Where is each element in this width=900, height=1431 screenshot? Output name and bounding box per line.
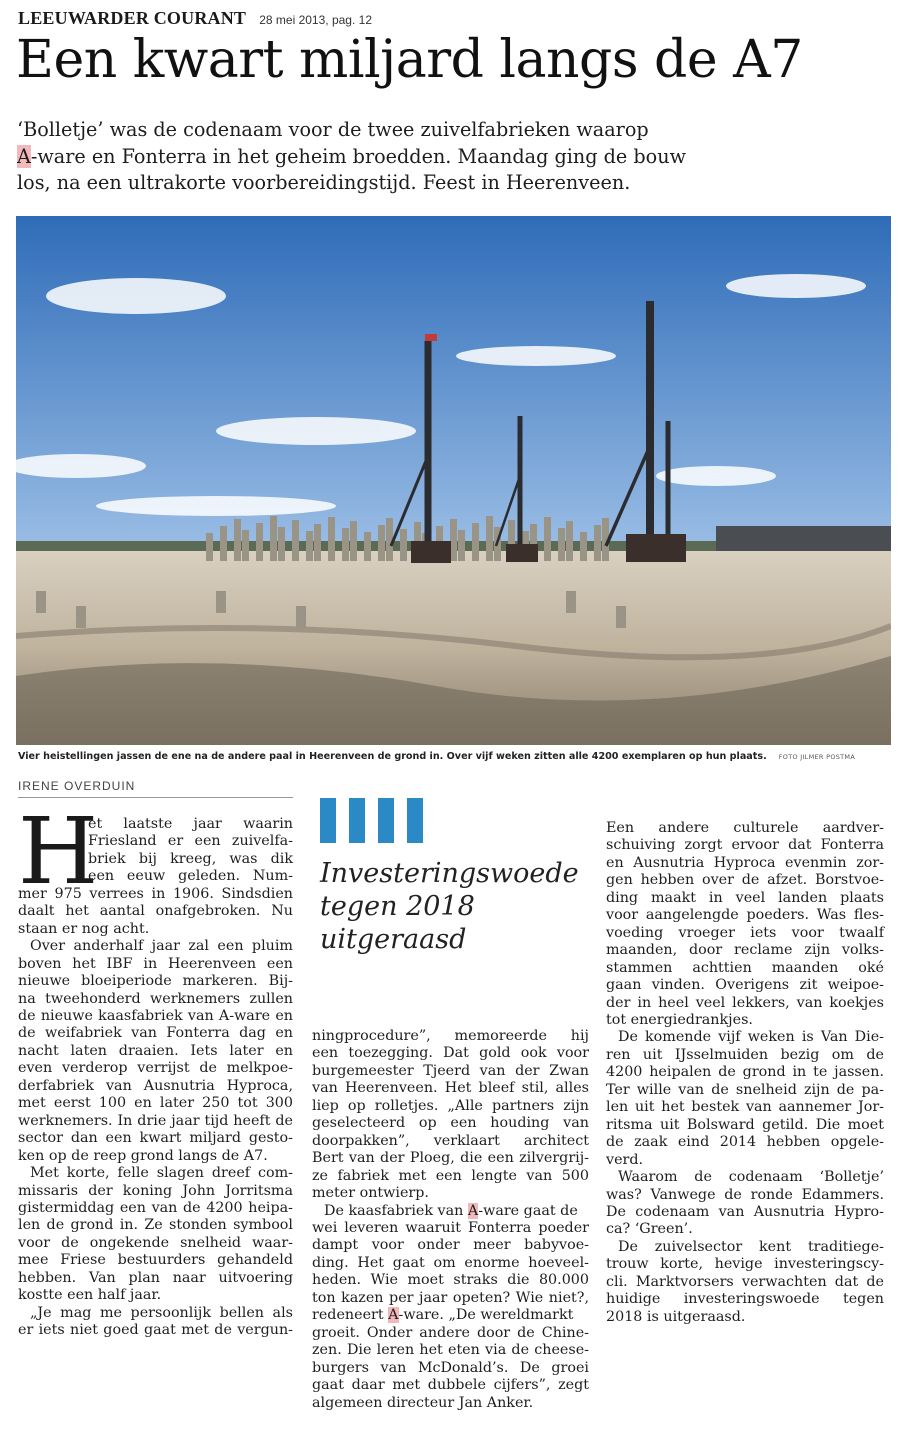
pile-post xyxy=(594,525,601,561)
text-line: Over anderhalf jaar zal een pluim xyxy=(30,938,293,955)
pullquote xyxy=(320,857,590,956)
text-line: De codenaam van Ausnutria Hypro- xyxy=(606,1203,884,1220)
text-line: voor aangelengde poeders. Was fles- xyxy=(606,907,884,924)
pile-post xyxy=(306,531,313,561)
text-line: Ter wille van de snelheid zijn de pa- xyxy=(606,1081,884,1098)
headline: Een kwart miljard langs de A7 xyxy=(16,30,803,90)
text-line: voor de ongekende snelheid waar- xyxy=(18,1234,293,1251)
pile-post xyxy=(292,520,299,561)
text-line: gaan vinden. Overigens zit weipoe- xyxy=(606,977,884,994)
article-column-1 xyxy=(18,816,293,1340)
photo-caption xyxy=(18,751,890,762)
pile-post xyxy=(450,519,457,561)
text-line: ze fabriek met een lengte van 500 xyxy=(312,1167,589,1184)
text-line: hebben. Van plan naar uitvoering xyxy=(18,1269,293,1286)
text-line: Een andere culturele aardver- xyxy=(606,820,884,836)
pullquote-line: tegen 2018 xyxy=(320,891,475,922)
text-line: Friesland er een zuivelfa- xyxy=(88,833,293,850)
text-line: cli. Marktvorsers verwachten dat de xyxy=(606,1273,884,1290)
lead-line xyxy=(17,144,897,171)
lead-line: los, na een ultrakorte voorbereidingstijd. Feest in Heerenveen. xyxy=(17,171,631,194)
text-line: ken op de reep grond langs de A7. xyxy=(18,1147,268,1164)
text-line: sector dan een kwart miljard gesto- xyxy=(18,1130,293,1147)
highlighted-term: A xyxy=(388,1307,399,1324)
accent-bar xyxy=(320,798,336,843)
text-line: stammen achttien maanden oké xyxy=(606,959,884,976)
text-line: geselecteerd op een houding van xyxy=(312,1115,589,1132)
text-line: gistermiddag een van de 4200 heipa- xyxy=(18,1199,293,1216)
text-line: gen hebben over de afzet. Borstvoe- xyxy=(606,872,884,889)
pile-post xyxy=(386,518,393,561)
text-fragment: -ware gaat de xyxy=(478,1202,578,1219)
text-line: wei leveren waaruit Fonterra poeder xyxy=(312,1219,589,1236)
text-fragment: -ware. „De wereldmarkt xyxy=(398,1307,574,1324)
text-line: maanden, door reclame zijn volks- xyxy=(606,942,884,959)
pile-post xyxy=(206,533,213,561)
text-line: de weifabriek van Fonterra dag en xyxy=(18,1025,293,1042)
construction-site-photo xyxy=(16,216,891,745)
byline: IRENE OVERDUIN xyxy=(18,779,136,793)
article-column-2 xyxy=(312,1028,589,1412)
distant-building xyxy=(716,526,891,554)
text-line: ding. Het gaat om enorme hoeveel- xyxy=(312,1254,589,1271)
text-line: 2018 is uitgeraasd. xyxy=(606,1308,746,1325)
text-line: ritsma uit Bolsward getild. Die moet xyxy=(606,1116,884,1133)
text-line: tot energiedrankjes. xyxy=(606,1011,753,1028)
text-line: daalt het aantal onafgebroken. Nu xyxy=(18,903,293,920)
caption-text: Vier heistellingen jassen de ene na de andere paal in Heerenveen de grond in. Over vijf weken zitten alle 4200 exemplaren op hun plaats. xyxy=(18,751,767,762)
text-line: algemeen directeur Jan Anker. xyxy=(312,1394,534,1411)
text-line: mer 975 verrees in 1906. Sindsdien xyxy=(18,885,293,902)
text-line: was? Vanwege de ronde Edammers. xyxy=(606,1186,884,1203)
text-line: ton kazen per jaar opeten? Wie niet?, xyxy=(312,1289,589,1306)
pile-post xyxy=(486,516,493,561)
pullquote-line: Investeringswoede xyxy=(320,858,579,889)
pile-post xyxy=(558,528,565,561)
text-line: len uit het bestek van aannemer Jor- xyxy=(606,1099,884,1116)
text-line: ding maakt in veel landen plaats xyxy=(606,889,884,906)
text-line: briek bij kreeg, was dik xyxy=(88,850,293,867)
text-line: len de grond in. Ze stonden symbool xyxy=(18,1217,293,1234)
pile-post xyxy=(350,521,357,561)
pile-post xyxy=(270,516,277,561)
pile-post xyxy=(342,528,349,561)
text-line: 4200 heipalen de grond in te jassen. xyxy=(606,1064,884,1081)
text-line: voeding vroeger iets voor twaalf xyxy=(606,924,884,941)
text-line: ren uit IJsselmuiden bezig om de xyxy=(606,1046,884,1063)
text-line: de zaak eind 2014 hebben opgele- xyxy=(606,1134,884,1151)
text-line: et laatste jaar waarin xyxy=(88,816,293,832)
lead-line-text: -ware en Fonterra in het geheim broedden. Maandag ging de bouw xyxy=(30,144,686,168)
text-line: de nieuwe kaasfabriek van A-ware en xyxy=(18,1007,293,1024)
accent-bar xyxy=(378,798,394,843)
text-line: werknemers. In drie jaar tijd heeft de xyxy=(18,1112,293,1129)
text-line xyxy=(312,1203,589,1220)
pile-post xyxy=(566,591,576,613)
text-line: missaris der koning John Jorritsma xyxy=(18,1182,293,1199)
pile-post xyxy=(234,519,241,561)
text-line: van Heerenveen. Het bleef stil, alles xyxy=(312,1080,589,1097)
flag xyxy=(425,334,437,341)
text-line: een eeuw geleden. Num- xyxy=(88,868,293,885)
pile-post xyxy=(364,532,371,561)
pile-post xyxy=(400,529,407,561)
pile-post xyxy=(580,532,587,561)
pile-post xyxy=(242,530,249,561)
text-line: nieuwe bloeiperiode markeren. Bij- xyxy=(18,973,293,990)
pile-post xyxy=(76,606,86,628)
pile-post xyxy=(314,524,321,561)
publication-date: 28 mei 2013, pag. 12 xyxy=(259,13,372,27)
text-fragment: redeneert xyxy=(312,1307,389,1324)
pile-post xyxy=(566,521,573,561)
text-line xyxy=(312,1307,589,1324)
article-column-3 xyxy=(606,820,884,1326)
text-line: ca? ‘Green’. xyxy=(606,1221,693,1238)
text-line: meter ontwierp. xyxy=(312,1185,429,1202)
text-line: ningprocedure”, memoreerde hij xyxy=(312,1028,589,1044)
text-line: kostte een half jaar. xyxy=(18,1287,162,1304)
photo-credit: FOTO JILMER POSTMA xyxy=(778,753,856,761)
newspaper-name: LEEUWARDER COURANT xyxy=(18,8,247,28)
text-line: nacht laten draaien. Iets later en xyxy=(18,1042,293,1059)
article-photo xyxy=(16,216,891,745)
pile-post xyxy=(296,606,306,628)
lead-line: ‘Bolletje’ was de codenaam voor de twee zuivelfabrieken waarop xyxy=(17,118,649,141)
pile-post xyxy=(36,591,46,613)
text-line: burgemeester Tjeerd van der Zwan xyxy=(312,1062,589,1079)
text-line: even verderop verrijst de melkpoe- xyxy=(18,1060,293,1077)
text-line: Bert van der Ploeg, die een zilvergrij- xyxy=(312,1150,589,1167)
text-line: De zuivelsector kent traditiege- xyxy=(618,1238,884,1255)
text-line: verd. xyxy=(606,1151,644,1168)
pile-post xyxy=(458,530,465,561)
text-line: De komende vijf weken is Van Die- xyxy=(618,1029,884,1046)
text-line: heden. Wie moet straks die 80.000 xyxy=(312,1272,589,1289)
accent-bar xyxy=(349,798,365,843)
text-line: trouw korte, hevige investeringscy- xyxy=(606,1256,884,1273)
text-line: een toezegging. Dat gold ook voor xyxy=(312,1045,589,1062)
text-line: groeit. Onder andere door de Chine- xyxy=(312,1324,589,1341)
pile-post xyxy=(378,525,385,561)
text-line: Met korte, felle slagen dreef com- xyxy=(30,1165,293,1182)
pile-post xyxy=(328,517,335,561)
highlighted-term: A xyxy=(17,144,31,168)
text-line: staan er nog acht. xyxy=(18,920,150,937)
text-line: „Je mag me persoonlijk bellen als xyxy=(30,1304,293,1321)
text-fragment: De kaasfabriek van xyxy=(324,1202,468,1219)
text-line: burgers van McDonald’s. De groei xyxy=(312,1359,589,1376)
lead-paragraph xyxy=(17,117,897,197)
text-line: derfabriek van Ausnutria Hyproca, xyxy=(18,1077,293,1094)
pile-post xyxy=(220,526,227,561)
pile-post xyxy=(256,523,263,561)
text-line: gaat daar met dubbele cijfers”, zegt xyxy=(312,1377,589,1394)
highlighted-term: A xyxy=(467,1202,479,1219)
text-line: liep op rolletjes. „Alle partners zijn xyxy=(312,1097,589,1114)
text-line: doorpakken”, verklaart architect xyxy=(312,1132,589,1149)
text-line: er iets niet goed gaat met de vergun- xyxy=(18,1322,293,1339)
text-line: en Ausnutria Hyproca evenmin zor- xyxy=(606,854,884,871)
text-line: Waarom de codenaam ‘Bolletje’ xyxy=(618,1169,884,1186)
masthead xyxy=(18,8,372,29)
text-line: huidige investeringswoede tegen xyxy=(606,1291,884,1308)
text-line: mee Friese bestuurders gehandeld xyxy=(18,1252,293,1269)
text-line: zen. Die leren het eten via de cheese- xyxy=(312,1342,589,1359)
text-line: met eerst 100 en later 250 tot 300 xyxy=(18,1095,293,1112)
pile-post xyxy=(278,527,285,561)
dropcap: H xyxy=(18,798,99,905)
pile-post xyxy=(544,517,551,561)
pile-post xyxy=(472,523,479,561)
accent-bar xyxy=(407,798,423,843)
text-line: na tweehonderd werknemers zullen xyxy=(18,990,293,1007)
text-line: boven het IBF in Heerenveen een xyxy=(18,955,293,972)
text-line: dampt voor onder meer babyvoe- xyxy=(312,1237,589,1254)
pullquote-line: uitgeraasd xyxy=(320,924,467,955)
text-line: der in heel veel lekkers, van koekjes xyxy=(606,994,884,1011)
pile-post xyxy=(616,606,626,628)
pile-post xyxy=(216,591,226,613)
pullquote-accent-bars xyxy=(320,798,430,843)
text-line: schuiving zorgt ervoor dat Fonterra xyxy=(606,837,884,854)
